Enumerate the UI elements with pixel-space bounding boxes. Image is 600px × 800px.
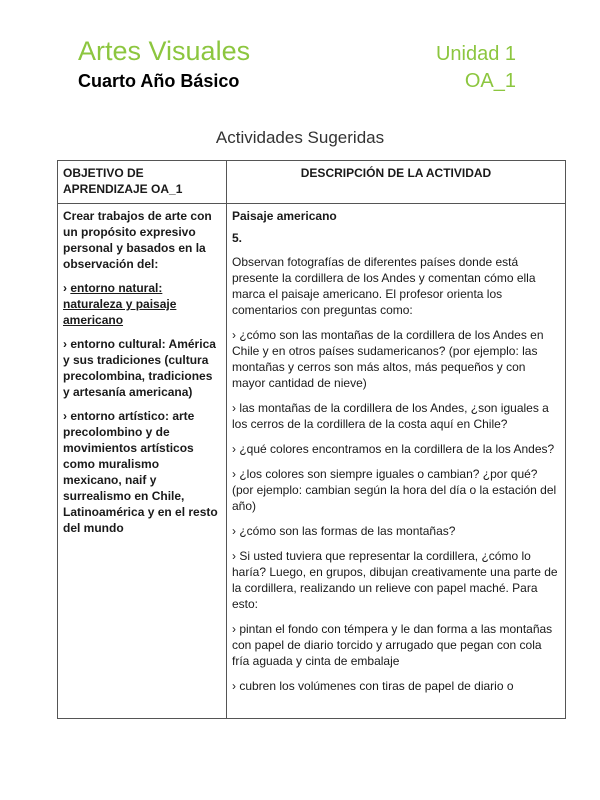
grade-subtitle: Cuarto Año Básico bbox=[78, 71, 240, 91]
objective-item-natural-text: entorno natural: naturaleza y paisaje americano bbox=[63, 281, 177, 327]
description-cell bbox=[227, 204, 566, 719]
header-description: DESCRIPCIÓN DE LA ACTIVIDAD bbox=[227, 161, 566, 204]
activity-question: › ¿cómo son las formas de las montañas? bbox=[232, 524, 456, 538]
activity-step: › cubren los volúmenes con tiras de papel de diario o bbox=[232, 679, 514, 693]
table-content-row bbox=[58, 204, 566, 719]
oa-label: OA_1 bbox=[464, 70, 516, 92]
objective-cell bbox=[58, 204, 227, 719]
activities-table bbox=[57, 160, 566, 719]
activity-number: 5. bbox=[232, 231, 243, 245]
table-header-row bbox=[58, 161, 566, 204]
bullet-prefix: › bbox=[63, 281, 71, 295]
activity-question: › ¿cómo son las montañas de la cordillera de los Andes en Chile y en otros países sudamericanos? (por ejemplo: las montañas y cerros son más altos, más pequeños y con mayor cantidad de nieve) bbox=[232, 328, 544, 390]
unit-label: Unidad 1 bbox=[435, 43, 516, 65]
activity-question: › ¿qué colores encontramos en la cordillera de la los Andes? bbox=[232, 442, 555, 456]
header-row-top bbox=[78, 36, 516, 69]
objective-intro: Crear trabajos de arte con un propósito expresivo personal y basados en la observación del: bbox=[63, 209, 212, 271]
objective-item-natural bbox=[63, 280, 221, 328]
header-row-bottom bbox=[78, 69, 516, 93]
objective-item-cultural: › entorno cultural: América y sus tradiciones (cultura precolombina, tradiciones y artesanía americana) bbox=[63, 337, 216, 399]
page-header bbox=[78, 36, 516, 93]
subject-title: Artes Visuales bbox=[78, 36, 251, 66]
activity-step: › pintan el fondo con témpera y le dan forma a las montañas con papel de diario torcido y arrugado que pegan con cola fría aguada y cinta de embalaje bbox=[232, 622, 553, 668]
activity-instruction: › Si usted tuviera que representar la cordillera, ¿cómo lo haría? Luego, en grupos, dibujan creativamente una parte de la cordillera, realizando un relieve con papel maché. Para esto: bbox=[232, 549, 558, 611]
activity-question: › las montañas de la cordillera de los Andes, ¿son iguales a los cerros de la cordillera de la costa aquí en Chile? bbox=[232, 401, 549, 431]
activity-paragraph: Observan fotografías de diferentes países donde está presente la cordillera de los Andes y comentan cómo ella marca el paisaje americano. El profesor orienta los comentarios con preguntas como: bbox=[232, 255, 536, 317]
section-title: Actividades Sugeridas bbox=[215, 128, 385, 147]
activity-title: Paisaje americano bbox=[232, 209, 337, 223]
header-objective: OBJETIVO DE APRENDIZAJE OA_1 bbox=[58, 161, 227, 204]
objective-item-artistic: › entorno artístico: arte precolombino y de movimientos artísticos como muralismo mexicano, naif y surrealismo en Chile, Latinoamérica y en el resto del mundo bbox=[63, 409, 218, 535]
activity-question: › ¿los colores son siempre iguales o cambian? ¿por qué? (por ejemplo: cambian según la hora del día o la estación del año) bbox=[232, 467, 557, 513]
